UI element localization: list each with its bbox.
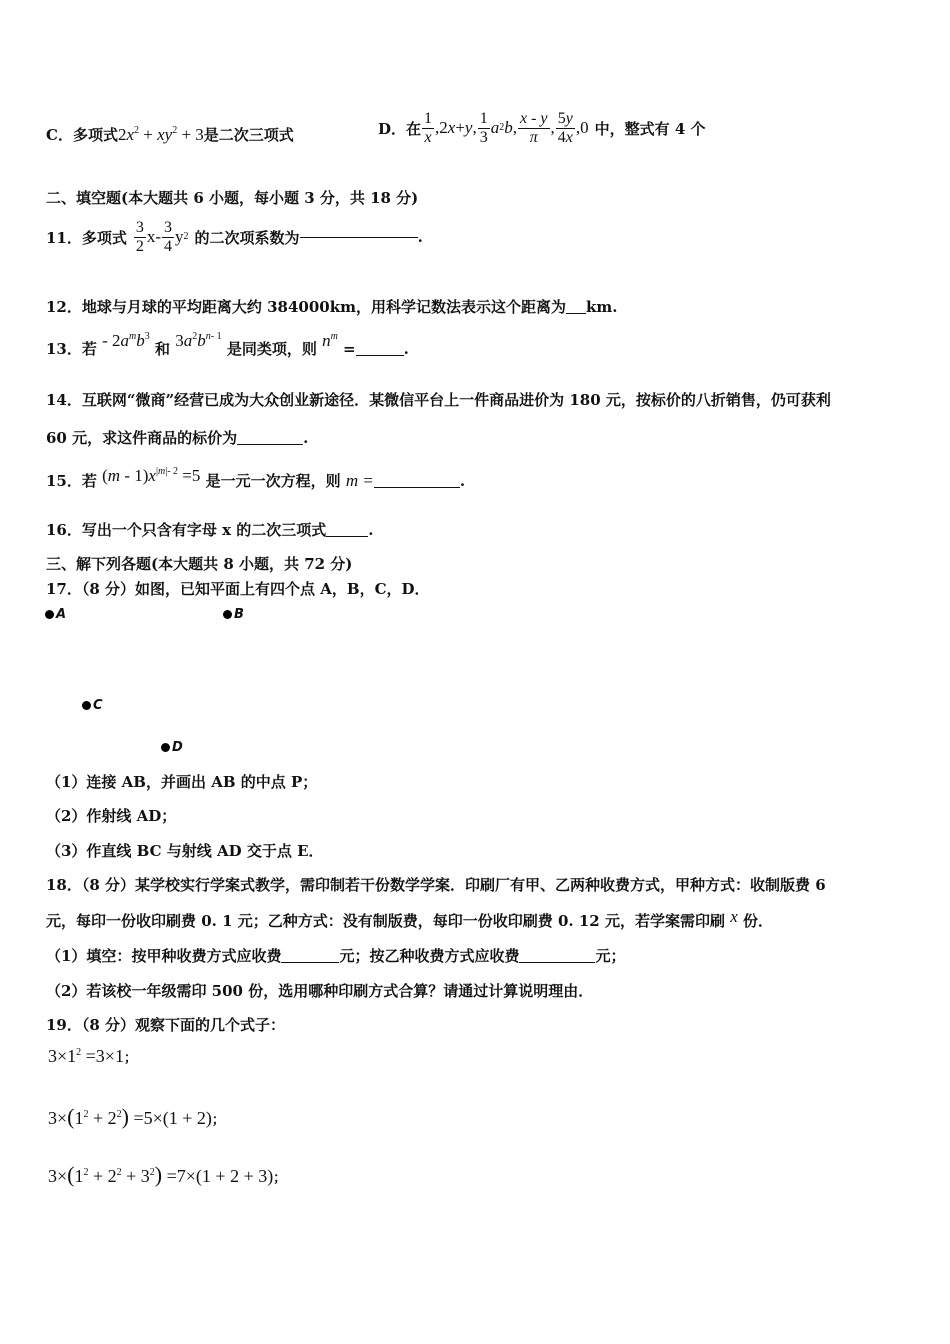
q15-prefix: 15．若: [46, 472, 97, 490]
q12-text: 12．地球与月球的平均距离大约 384000km，用科学记数法表示这个距离为: [46, 298, 566, 316]
q15-var: m =: [345, 471, 374, 490]
q10-c-text: 是二次三项式: [203, 126, 294, 144]
q13-term1: - $2a^mb^3$: [102, 331, 150, 350]
q18-sub1-a: （1）填空：按甲种收费方式应收费: [46, 947, 282, 965]
q10-c-label: C．多项式: [46, 126, 118, 144]
point-b: [223, 607, 244, 622]
point-d-dot: [161, 743, 170, 752]
section3-title: 三、解下列各题(本大题共 8 小题，共 72 分): [46, 555, 353, 573]
q12: [46, 296, 618, 317]
point-c-label: C: [93, 698, 103, 713]
q18-sub1-c: 元；: [595, 947, 626, 965]
q13-answer-blank[interactable]: [356, 354, 404, 356]
q11-prefix: 11．多项式: [46, 228, 127, 247]
q18-line2: 元，每印一份收印刷费 0. 1 元；乙种方式：没有制版费，每印一份收印刷费 0. 12 元，若学案需印刷: [46, 912, 725, 930]
point-b-label: B: [234, 607, 244, 622]
q18-blank-b[interactable]: [519, 961, 595, 963]
q10-d-row: [378, 103, 706, 153]
q19-formula-1: [48, 1046, 137, 1067]
point-d-label: D: [172, 740, 183, 755]
q18-line2-row: [46, 907, 773, 931]
q13-prefix: 13．若: [46, 340, 97, 358]
q12-end: .: [612, 298, 618, 316]
q12-answer-blank[interactable]: [566, 312, 586, 314]
q17-sub3: （3）作直线 BC 与射线 AD 交于点 E．: [46, 842, 324, 860]
q13-term2: $3a^2b^{n- 1}$: [175, 331, 222, 350]
q13-end: .: [403, 340, 409, 358]
q18-var: x: [730, 907, 738, 926]
q19-formula-1-math: $3\times 1^2 =3\times 1$: [48, 1046, 124, 1066]
q15-answer-blank[interactable]: [374, 486, 460, 488]
point-c-dot: [82, 701, 91, 710]
q18-line2-end: 份．: [742, 912, 773, 930]
q18-line1: 18．（8 分）某学校实行学案式教学，需印制若干份数学学案．印刷厂有甲、乙两种收费方式，甲种方式：收制版费 6: [46, 876, 826, 894]
q19-sep-2: ；: [211, 1113, 225, 1128]
point-d: [161, 740, 183, 755]
q16: [46, 519, 374, 540]
q13-suffix: 是同类项，则: [226, 340, 317, 358]
point-a: [45, 607, 66, 622]
q15-math: $(m - 1)x^{|m|- 2} =5$: [102, 466, 201, 485]
q10-d-text: 中，整式有 4 个: [594, 119, 706, 138]
q15-suffix: 是一元一次方程，则: [205, 472, 341, 490]
q17-stem: 17．（8 分）如图，已知平面上有四个点 A，B，C，D．: [46, 580, 430, 598]
q18-sub1: [46, 945, 625, 966]
q14-answer-blank[interactable]: [237, 443, 303, 445]
q19-formula-2: [48, 1104, 225, 1130]
q11-suffix: 的二次项系数为: [194, 228, 300, 247]
q17-sub1: （1）连接 AB，并画出 AB 的中点 P；: [46, 773, 318, 791]
q13-mid: 和: [155, 340, 171, 358]
q11: [46, 212, 423, 262]
q16-end: .: [368, 521, 374, 539]
q15: [46, 466, 466, 491]
q18-sub2: （2）若该校一年级需印 500 份，选用哪种印刷方式合算？请通过计算说明理由．: [46, 982, 594, 1000]
q10-c-math: $2x^2 + xy^2 + 3$: [117, 125, 204, 144]
q16-answer-blank[interactable]: [326, 535, 368, 537]
point-c: [82, 698, 103, 713]
point-a-dot: [45, 610, 54, 619]
q19-stem: 19．（8 分）观察下面的几个式子：: [46, 1016, 286, 1034]
q14-line1: 14．互联网“微商”经营已成为大众创业新途径．某微信平台上一件商品进价为 180 元，按标价的八折销售，仍可获利: [46, 391, 831, 409]
q14-end: .: [303, 429, 309, 447]
q17-sub2: （2）作射线 AD；: [46, 807, 177, 825]
q10-row: [46, 124, 294, 145]
q18-blank-a[interactable]: [281, 961, 339, 963]
q11-math: $\frac{3}{2}$ x- $\frac{3}{4}$ y 2: [135, 218, 189, 255]
q18-sub1-b: 元；按乙种收费方式应收费: [339, 947, 520, 965]
q19-sep-3: ；: [273, 1171, 287, 1186]
q11-answer-blank[interactable]: [300, 236, 418, 238]
q11-end: .: [417, 228, 423, 246]
q14-line2-row: [46, 427, 308, 448]
q13: [46, 331, 409, 359]
section2-title: 二、填空题(本大题共 6 小题，每小题 3 分，共 18 分): [46, 189, 419, 207]
point-a-label: A: [56, 607, 67, 622]
q15-end: .: [459, 472, 466, 490]
q10-d-label: D．在: [378, 119, 422, 138]
q14-line2: 60 元，求这件商品的标价为: [46, 429, 238, 447]
q16-text: 16．写出一个只含有字母 x 的二次三项式: [46, 521, 327, 539]
q10-d-math: $\frac{1}{x}$ ,2 x + y , $\frac{1}{3}$ a 2 b , $\frac{x - y}{\pi}$ , $\frac{5y}{4x}$ ,0: [424, 109, 589, 146]
q12-suffix: km: [586, 298, 613, 316]
q19-formula-3-math: $3\times(1^2 + 2^2 + 3^2) =7\times(1 + 2 + 3)$: [48, 1162, 274, 1187]
q19-sep-1: ；: [123, 1051, 137, 1066]
q19-formula-2-math: $3\times(1^2 + 2^2) =5\times(1 + 2)$: [48, 1104, 212, 1129]
q13-term3: $n^m$: [322, 331, 338, 350]
q19-formula-3: [48, 1162, 286, 1188]
point-b-dot: [223, 610, 232, 619]
q13-eq: =: [343, 340, 356, 358]
